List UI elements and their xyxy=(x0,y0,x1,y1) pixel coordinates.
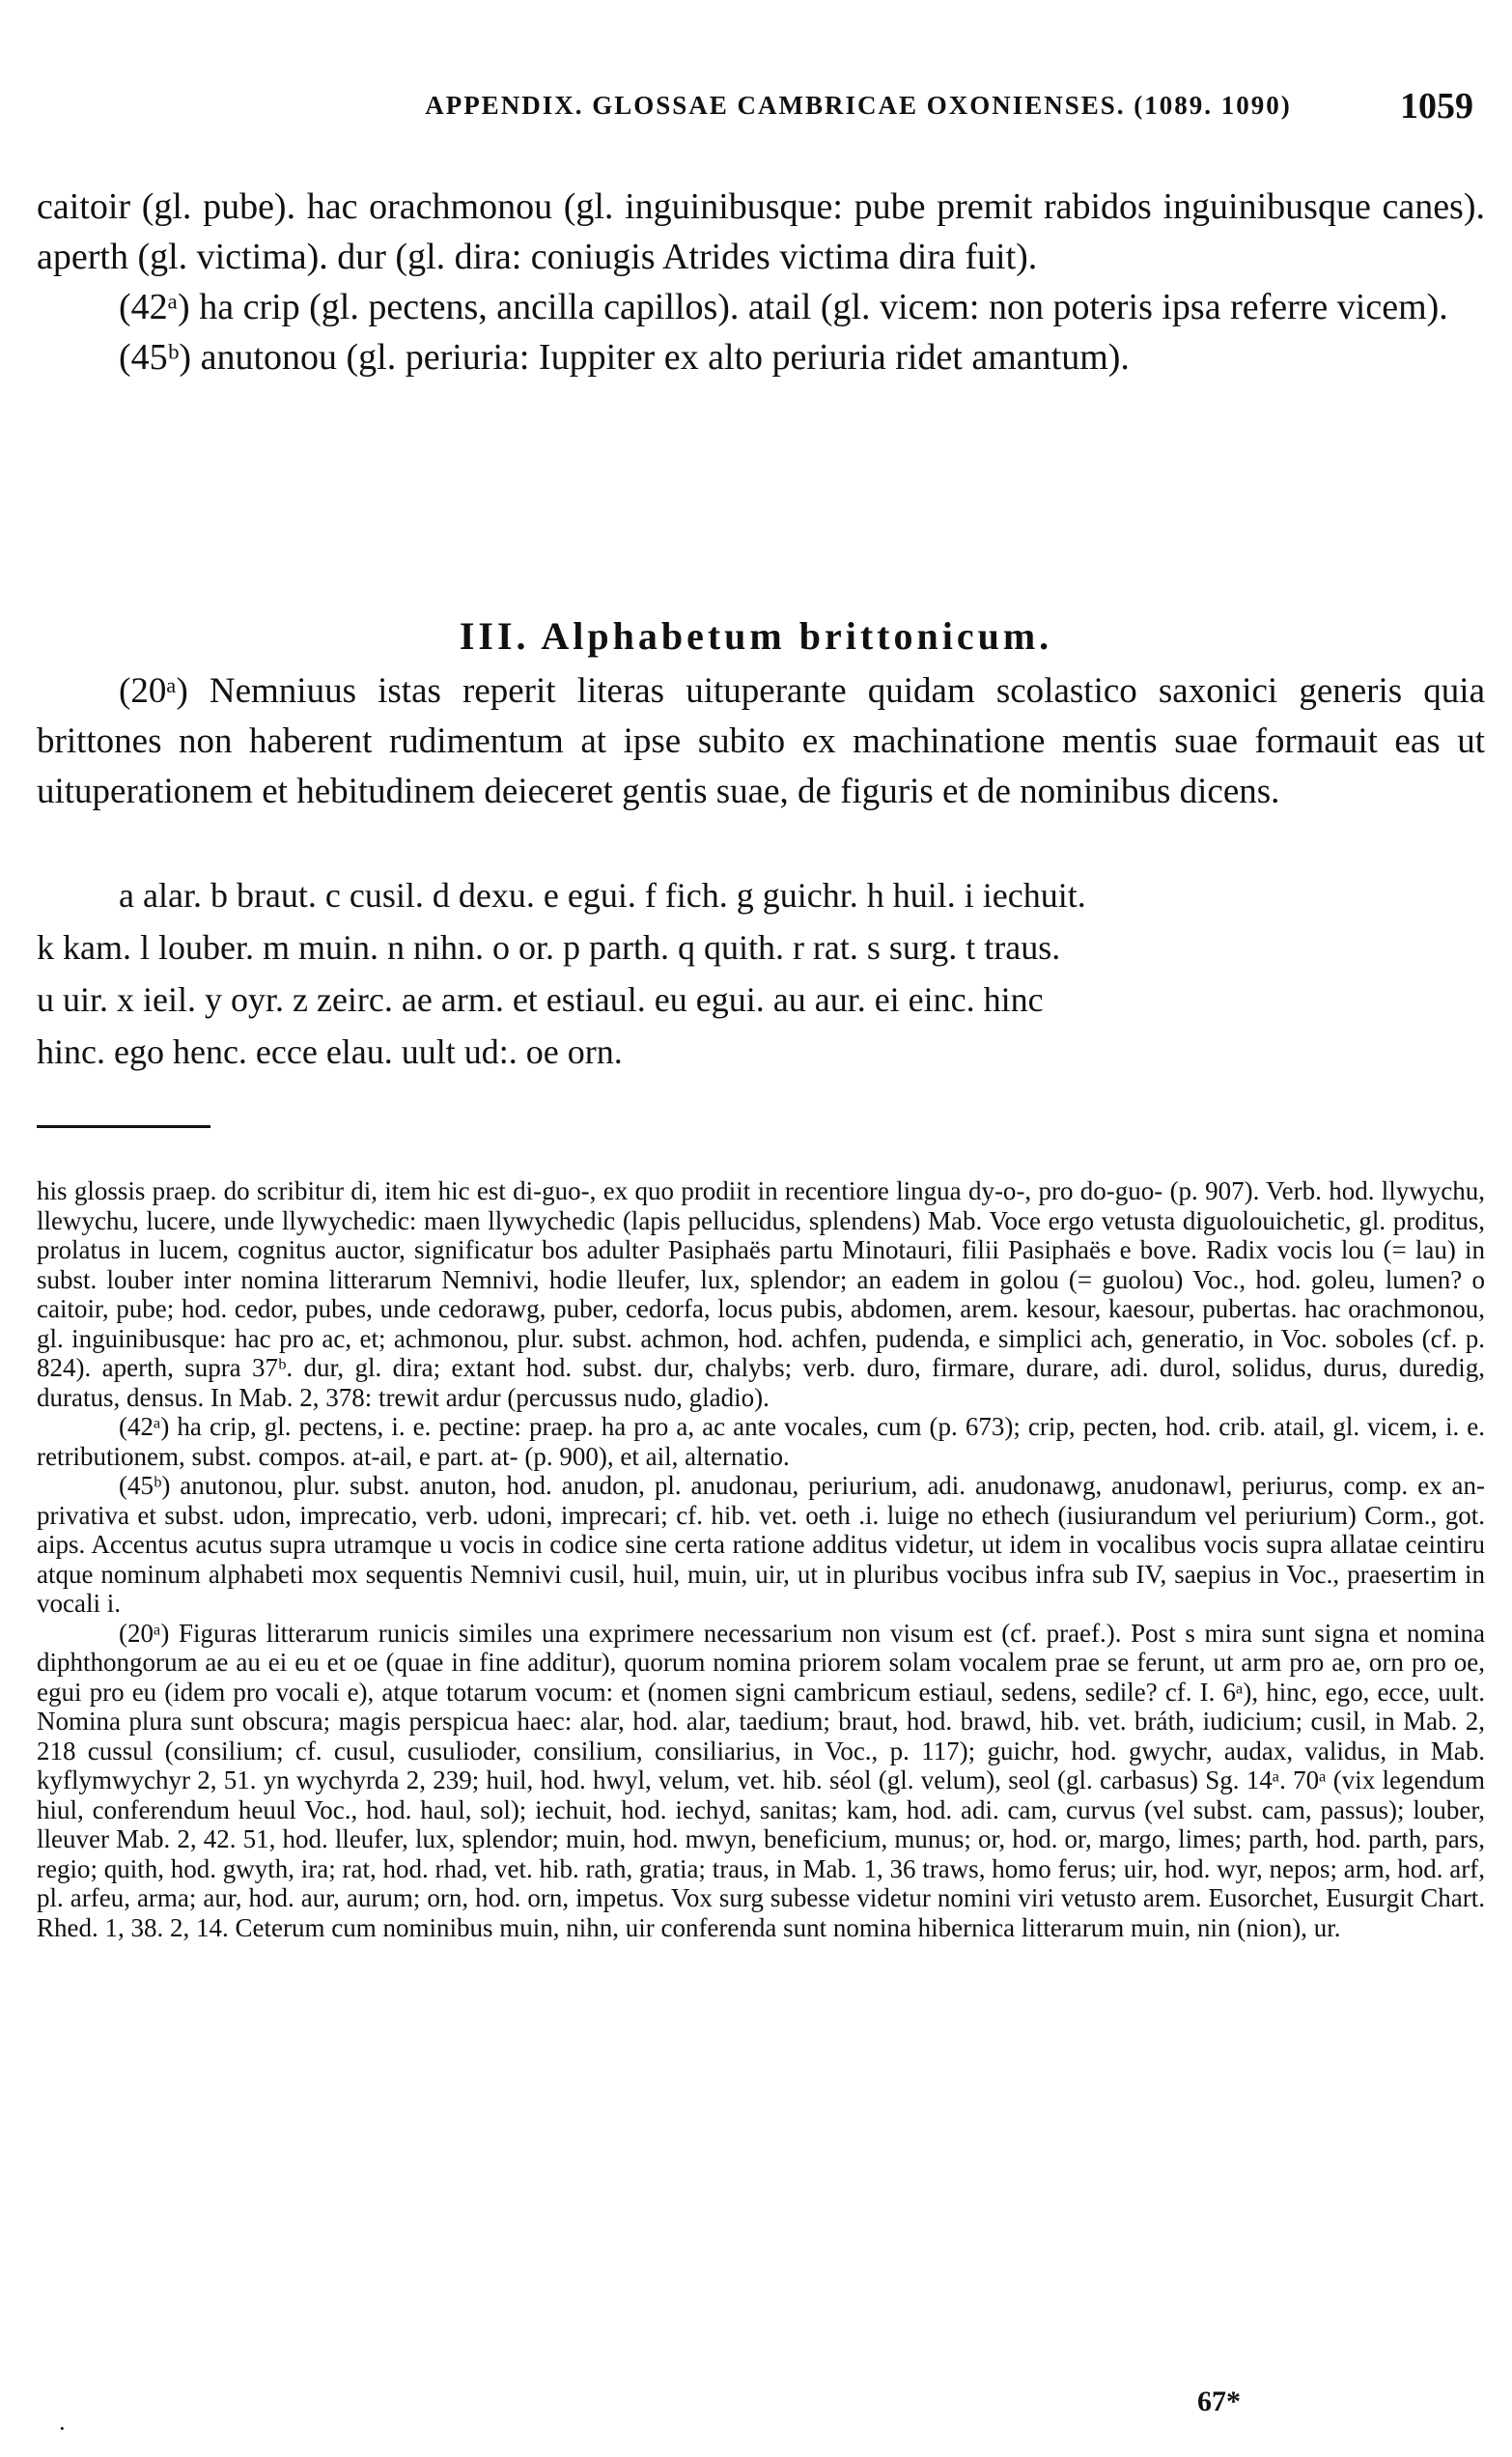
main-text xyxy=(37,666,1485,817)
alphabet-line: k kam. l louber. m muin. n nihn. o or. p parth. q quith. r rat. s surg. t traus. xyxy=(37,928,1061,967)
footnote-paragraph: (45ᵇ) anutonou, plur. subst. anuton, hod. anudon, pl. anudonau, periurium, adi. anudonawg, anudonawl, periurus, comp. ex an- privativa et subst. udon, imprecatio, verb. udoni, imprecari; cf. hib. vet. oeth .i. luige no ethech (iusiurandum vel periurium) Corm., got. aips. Accentus acutus supra utramque u vocis in codice sine certa ratione additus videtur, ut idem in vocalibus vocis supra allatae ceintiru atque nominum alphabeti mox sequentis Nemnivi cusil, huil, muin, uir, ut in pluribus vocibus infra sub IV, saepius in Voc., praesertim in vocali i. xyxy=(37,1471,1485,1618)
running-title: APPENDIX. GLOSSAE CAMBRICAE OXONIENSES. (1089. 1090) xyxy=(425,91,1292,120)
section-heading: III. Alphabetum brittonicum. xyxy=(459,614,1053,658)
page-number: 1059 xyxy=(1400,86,1473,127)
footnote-paragraph: his glossis praep. do scribitur di, item hic est di-guo-, ex quo prodiit in recentiore lingua dy-o-, pro do-guo- (p. 907). Verb. hod. llywychu, llewychu, lucere, unde llywychedic: maen llywychedic (lapis pellucidus, splendens) Mab. Voce ergo vetusta diguolouichetic, gl. proditus, prolatus in lucem, cognitus auctor, significatur bos adulter Pasiphaës partu Minotauri, filii Pasiphaës e bove. Radix vocis lou (= lau) in subst. louber inter nomina litterarum Nemnivi, hodie lleufer, lux, splendor; an eadem in golou (= guolou) Voc., hod. goleu, lumen? o caitoir, pube; hod. cedor, pubes, unde cedorawg, puber, cedorfa, locus pubis, abdomen, arem. kesour, kaesour, pubertas. hac orachmonou, gl. inguinibusque: hac pro ac, et; achmonou, plur. subst. achmon, hod. achfen, pudenda, e simplici ach, generatio, in Voc. soboles (cf. p. 824). aperth, supra 37ᵇ. dur, gl. dira; extant hod. subst. dur, chalybs; verb. duro, firmare, durare, adi. durol, solidus, durus, duredig, duratus, densus. In Mab. 2, 378: trewit ardur (percussus nudo, gladio). xyxy=(37,1176,1485,1412)
alphabet-line: a alar. b braut. c cusil. d dexu. e egui. f fich. g guichr. h huil. i iechuit. xyxy=(119,876,1086,915)
alphabet-list xyxy=(37,869,1485,1078)
main-paragraph: (20ᵃ) Nemniuus istas reperit literas uituperante quidam scolastico saxonici generis quia brittones non haberent rudimentum at ipse subito ex machinatione mentis suae formauit eas ut uituperationem et hebitudinem deieceret gentis suae, de figuris et de nominibus dicens. xyxy=(37,671,1485,811)
alphabet-line: u uir. x ieil. y oyr. z zeirc. ae arm. et estiaul. eu egui. au aur. ei einc. hinc xyxy=(37,980,1044,1019)
signature-mark: 67* xyxy=(1197,2386,1241,2417)
glosses-continued xyxy=(37,182,1485,382)
corner-mark: · xyxy=(58,2415,67,2443)
footnote-divider xyxy=(37,1125,210,1128)
footnote-paragraph: (20ᵃ) Figuras litterarum runicis similes una exprimere necessarium non visum est (cf. praef.). Post s mira sunt signa et nomina diphthongorum ae au ei eu et oe (quae in fine additur), quorum nomina priorem solam vocalem prae se ferunt, ut arm pro ae, orn pro oe, egui pro eu (idem pro vocali e), atque totarum vocum: et (nomen signi cambricum estiaul, sedens, sedile? cf. I. 6ᵃ), hinc, ego, ecce, uult. Nomina plura sunt obscura; magis perspicua haec: alar, hod. alar, taedium; braut, hod. brawd, hib. vet. bráth, iudicium; cusil, in Mab. 2, 218 cussul (consilium; cf. cusul, cusulioder, consilium, consiliarius, in Voc., p. 117); guichr, hod. gwychr, audax, validus, in Mab. kyflymwychyr 2, 51. yn wychyrda 2, 239; huil, hod. hwyl, velum, vet. hib. séol (gl. velum), seol (gl. carbasus) Sg. 14ᵃ. 70ᵃ (vix legendum hiul, conferendum heuul Voc., hod. haul, sol); iechuit, hod. iechyd, sanitas; kam, hod. adi. cam, curvus (vel subst. cam, passus); louber, lleuver Mab. 2, 42. 51, hod. lleufer, lux, splendor; muin, hod. mwyn, beneficium, munus; or, hod. or, margo, limes; parth, hod. parth, pars, regio; quith, hod. gwyth, ira; rat, hod. rhad, vet. hib. rath, gratia; traus, in Mab. 1, 36 traws, homo ferus; uir, hod. wyr, nepos; arm, hod. arf, pl. arfeu, arma; aur, hod. aur, aurum; orn, hod. orn, impetus. Vox surg subesse videtur nomini viri vetusto arem. Eusorchet, Eusurgit Chart. Rhed. 1, 38. 2, 14. Ceterum cum nominibus muin, nihn, uir conferenda sunt nomina hibernica litterarum muin, nin (nion), ur. xyxy=(37,1618,1485,1942)
gloss-paragraph: (45ᵇ) anutonou (gl. periuria: Iuppiter ex alto periuria ridet amantum). xyxy=(119,337,1130,378)
footnotes xyxy=(37,1176,1485,1942)
footnote-paragraph: (42ᵃ) ha crip, gl. pectens, i. e. pectine: praep. ha pro a, ac ante vocales, cum (p. 673); crip, pecten, hod. crib. atail, gl. vicem, i. e. retributionem, subst. compos. at-ail, e part. at- (p. 900), et ail, alternatio. xyxy=(37,1412,1485,1471)
gloss-paragraph: caitoir (gl. pube). hac orachmonou (gl. inguinibusque: pube premit rabidos inguinibusque canes). aperth (gl. victima). dur (gl. dira: coniugis Atrides victima dira fuit). xyxy=(37,186,1485,277)
gloss-paragraph: (42ᵃ) ha crip (gl. pectens, ancilla capillos). atail (gl. vicem: non poteris ipsa referre vicem). xyxy=(119,287,1448,327)
page-header xyxy=(0,86,1512,127)
alphabet-line: hinc. ego henc. ecce elau. uult ud:. oe orn. xyxy=(37,1032,623,1071)
